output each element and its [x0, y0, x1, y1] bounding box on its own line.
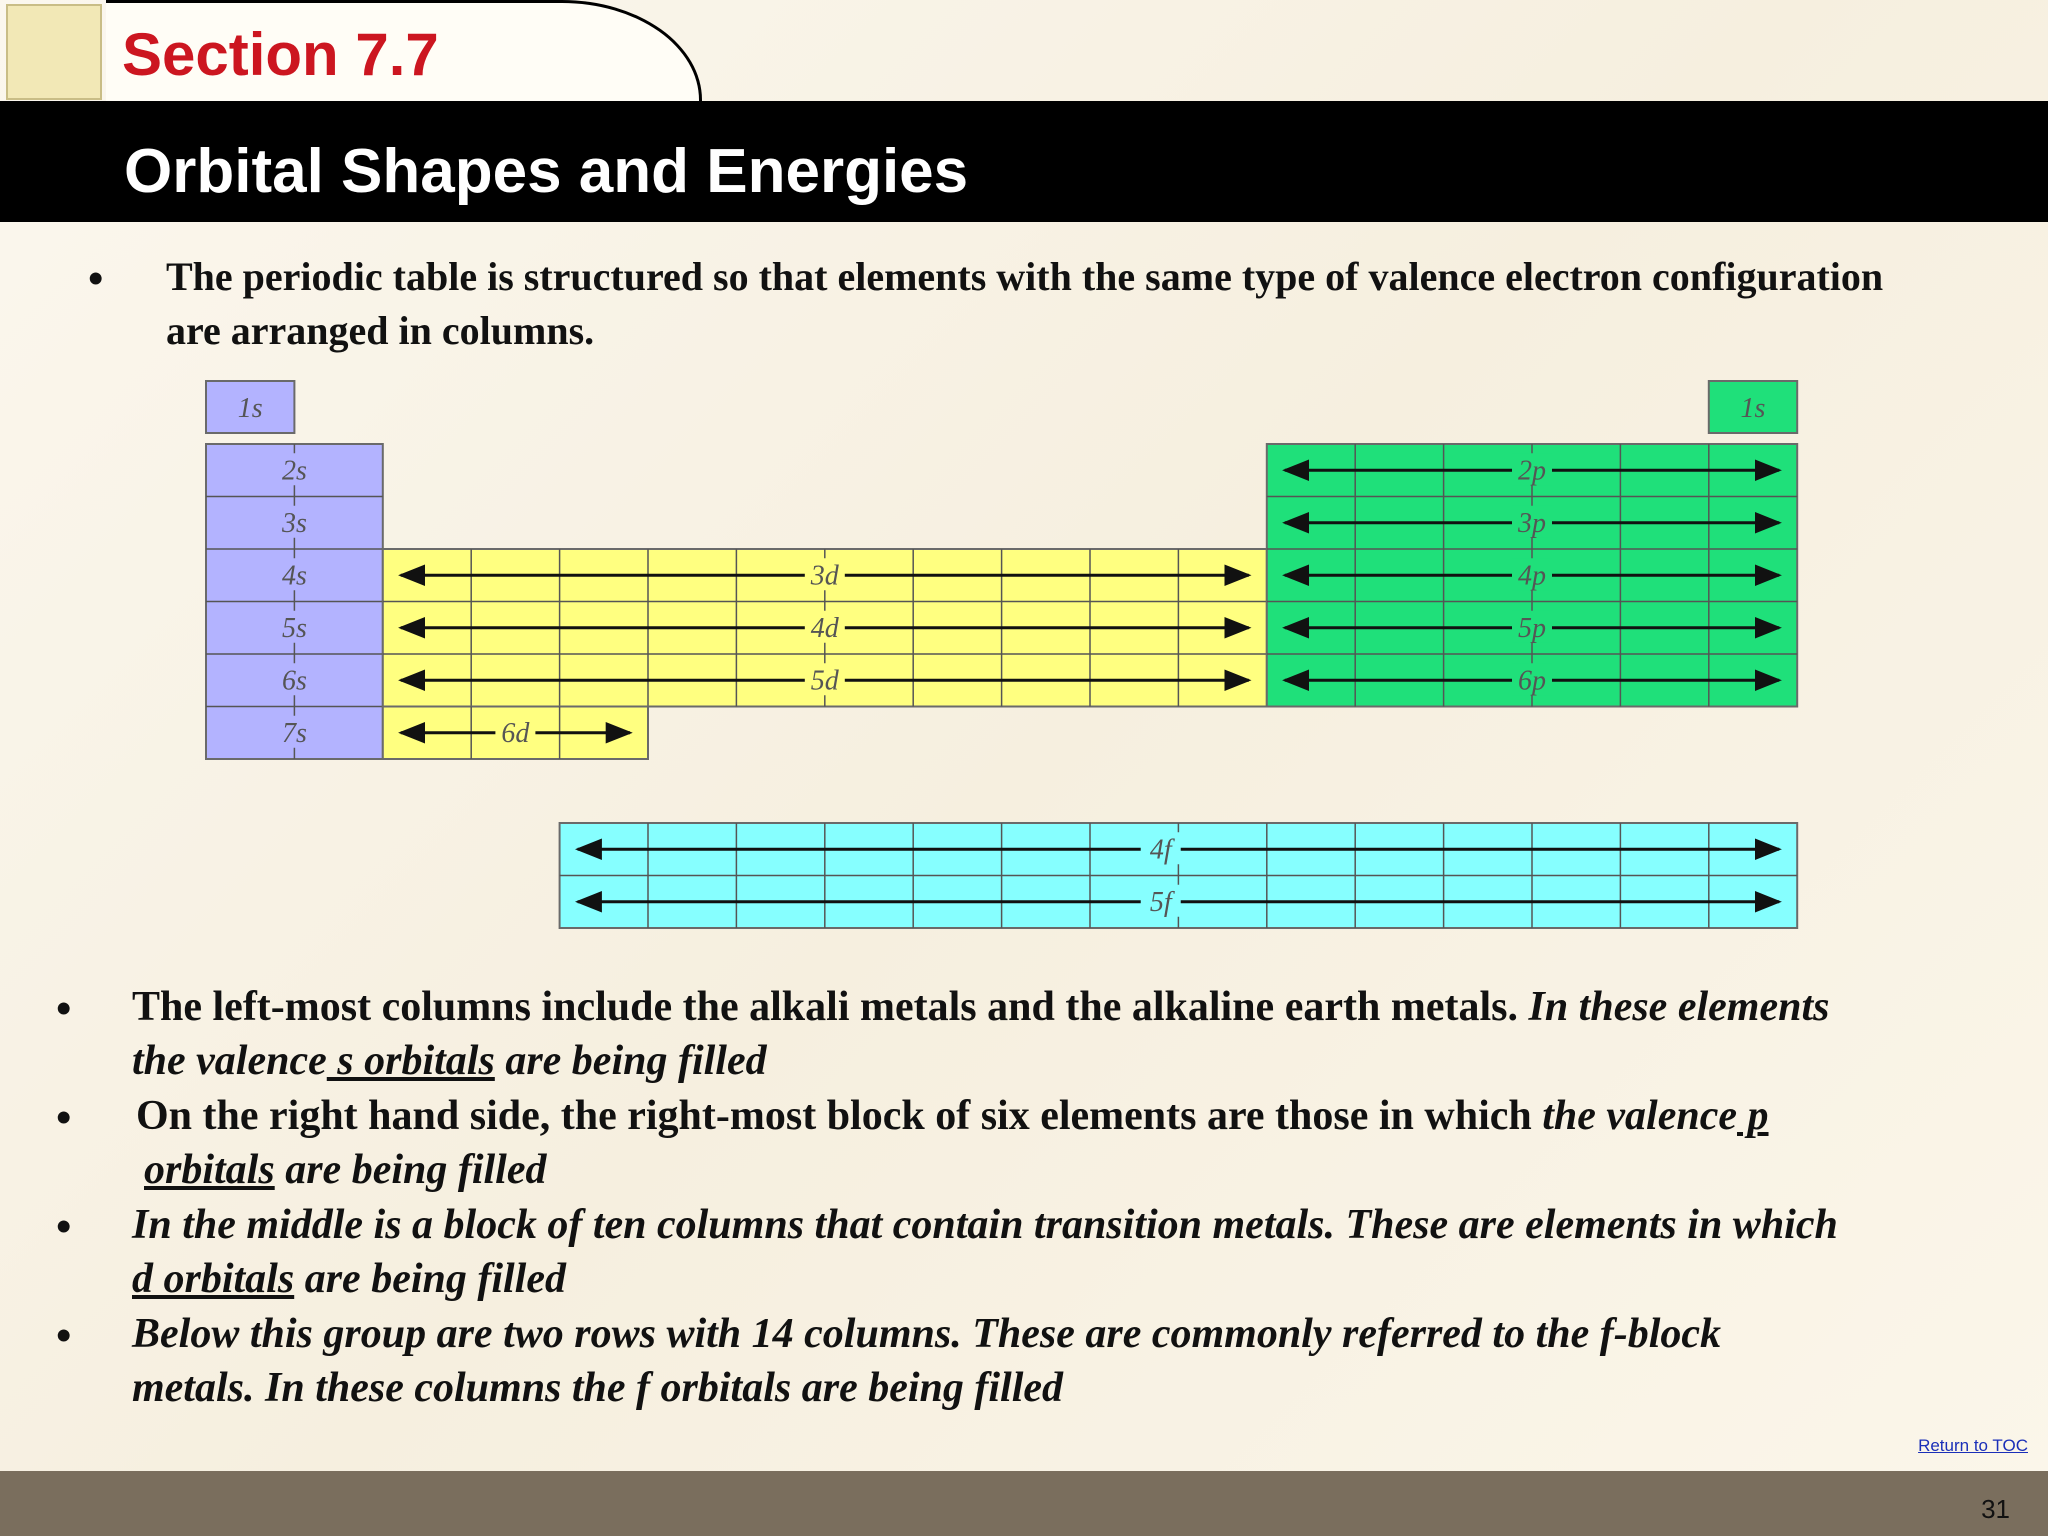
s-label-3s: 3s	[281, 507, 307, 539]
page-title: Orbital Shapes and Energies	[124, 137, 969, 206]
p-orbitals-term: orbitals	[144, 1147, 275, 1193]
section-label: Section 7.7	[122, 21, 439, 88]
s-label-2s: 2s	[281, 455, 307, 487]
p-label-5p: 5p	[1518, 612, 1546, 644]
intro-text: The periodic table is structured so that elements with the same type of valence electron configuration are arranged in columns.	[166, 254, 1884, 353]
p-label-4p: 4p	[1518, 560, 1546, 592]
bullet-text-italic: are being filled	[274, 1147, 547, 1193]
bullet-dot: •	[56, 1311, 72, 1360]
p-label-3p: 3p	[1518, 507, 1546, 539]
p-label-2p: 2p	[1518, 455, 1546, 487]
bullet-text-italic: the valence	[132, 1038, 327, 1084]
s-orbitals-term: s orbitals	[326, 1038, 495, 1084]
bullet-text-italic: metals. In these columns the f orbitals are being filled	[132, 1365, 1064, 1411]
d-label-6d: 6d	[501, 717, 530, 749]
d-orbitals-term: d orbitals	[132, 1256, 295, 1302]
d-label-4d: 4d	[810, 612, 839, 644]
p-label-6p: 6p	[1518, 665, 1546, 697]
p-term: p	[1737, 1093, 1769, 1139]
f-block	[560, 823, 1798, 928]
d-label-3d: 3d	[810, 560, 839, 592]
s-label-7s: 7s	[281, 717, 307, 749]
d-label-5d: 5d	[810, 665, 839, 697]
p-block	[1267, 381, 1797, 707]
s-block	[206, 381, 383, 759]
d-block	[383, 549, 1267, 759]
bullet-text-italic: In these elements	[1517, 984, 1830, 1030]
bullet-text-italic: are being filled	[494, 1038, 767, 1084]
bullet-text-italic: are being filled	[294, 1256, 566, 1302]
bullet-dot: •	[88, 254, 104, 303]
return-to-toc-link[interactable]: Return to TOC	[1918, 1436, 2028, 1455]
bullet-dot: •	[56, 984, 72, 1033]
bullet-dot: •	[56, 1202, 72, 1251]
bullet-text-italic: the valence	[1531, 1093, 1738, 1139]
f-label-5f: 5f	[1149, 886, 1172, 918]
page-number: 31	[1981, 1494, 2010, 1524]
bullet-dot: •	[56, 1093, 72, 1142]
f-label-4f: 4f	[1149, 834, 1172, 866]
bullet-text-italic: In the middle is a block of ten columns that contain transition metals. These are elements in which	[132, 1202, 1838, 1248]
s-label-1s: 1s	[237, 393, 263, 424]
bullet-text-italic: Below this group are two rows with 14 columns. These are commonly referred to the f-block	[132, 1311, 1722, 1357]
bullet-text: On the right hand side, the right-most block of six elements are those in which	[136, 1093, 1532, 1139]
bullet-text: The left-most columns include the alkali metals and the alkaline earth metals.	[132, 984, 1518, 1030]
p-label-he-1s: 1s	[1740, 393, 1766, 424]
s-label-6s: 6s	[281, 665, 307, 697]
s-label-5s: 5s	[281, 612, 307, 644]
s-label-4s: 4s	[281, 560, 307, 592]
footer-bar	[0, 1471, 2048, 1536]
